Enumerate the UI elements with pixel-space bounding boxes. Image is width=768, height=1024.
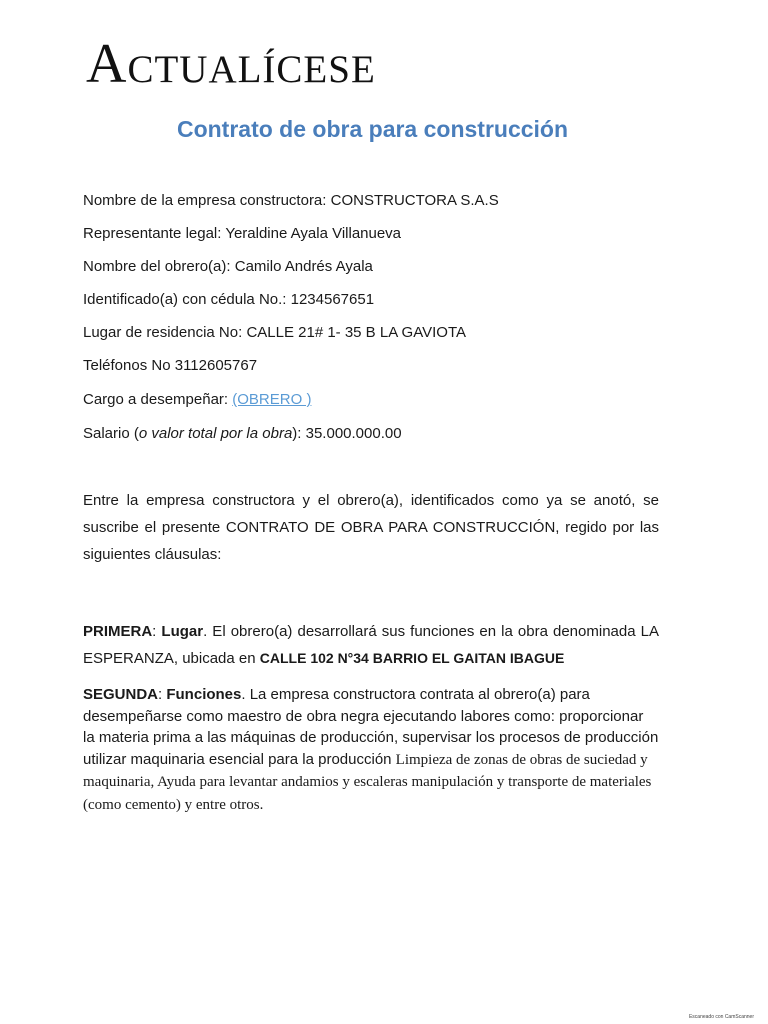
field-salary — [83, 425, 402, 443]
field-label: Nombre de la empresa constructora: — [83, 192, 331, 209]
field-phone — [83, 357, 257, 375]
field-label: Identificado(a) con cédula No.: — [83, 291, 291, 308]
field-id-number — [83, 291, 374, 309]
field-value: Camilo Andrés Ayala — [234, 258, 373, 275]
clause-text: . La empresa constructora contrata al obrero(a) para desempeñarse como maestro de obra negra ejecutando labores como: proporcionar la materia prima a las máquinas de producción, supervisar los procesos de producción utilizar maquinaria esencial para la producción — [83, 686, 659, 768]
clause-number: SEGUNDA — [83, 686, 159, 703]
clause-text-serif: Limpieza de zonas de obras de suciedad y maquinaria, Ayuda para levantar andamios y escaleras manipulación y transporte de materiales (como cemento) y entre otros. — [83, 751, 652, 813]
field-value: CONSTRUCTORA S.A.S — [330, 192, 499, 209]
field-company — [83, 192, 499, 210]
field-label: Salario ( — [83, 425, 139, 442]
clause-text: . El obrero(a) desarrollará sus funciones en la obra denominada LA ESPERANZA, ubicada en — [83, 623, 659, 667]
field-value: 35.000.000.00 — [305, 425, 402, 442]
intro-paragraph: Entre la empresa constructora y el obrero(a), identificados como ya se anotó, se suscribe el presente CONTRATO DE OBRA PARA CONSTRUCCIÓN, regido por las siguientes cláusulas: — [83, 492, 659, 563]
clause-number: PRIMERA — [83, 623, 153, 640]
field-label-end: ): — [292, 425, 306, 442]
clause-address: CALLE 102 N°34 BARRIO EL GAITAN IBAGUE — [259, 650, 565, 666]
position-link[interactable]: (OBRERO ) — [232, 391, 312, 408]
clause-sep: : — [152, 623, 162, 640]
field-value: 1234567651 — [290, 291, 375, 308]
clause-sep: : — [158, 686, 167, 703]
field-label: Lugar de residencia No: — [83, 324, 247, 341]
field-position — [83, 391, 311, 409]
field-value: 3112605767 — [174, 357, 258, 374]
field-label: Nombre del obrero(a): — [83, 258, 235, 275]
clause-primera — [83, 619, 659, 672]
field-label: Teléfonos No — [83, 357, 175, 374]
actualicese-logo: Actualícese — [86, 33, 376, 95]
field-label-italic: o valor total por la obra — [138, 425, 293, 442]
field-label: Representante legal: — [83, 225, 226, 242]
field-legal-rep — [83, 225, 401, 243]
field-label: Cargo a desempeñar: — [83, 391, 233, 408]
clause-heading: Funciones — [166, 686, 242, 703]
clause-heading: Lugar — [161, 623, 204, 640]
field-value: CALLE 21# 1- 35 B LA GAVIOTA — [246, 324, 466, 341]
field-value: Yeraldine Ayala Villanueva — [225, 225, 402, 242]
field-residence — [83, 324, 466, 342]
document-title: Contrato de obra para construcción — [176, 116, 569, 142]
scanner-watermark: Escaneado con CamScanner — [688, 1014, 754, 1020]
clause-segunda — [83, 684, 659, 816]
field-worker-name — [83, 258, 373, 276]
